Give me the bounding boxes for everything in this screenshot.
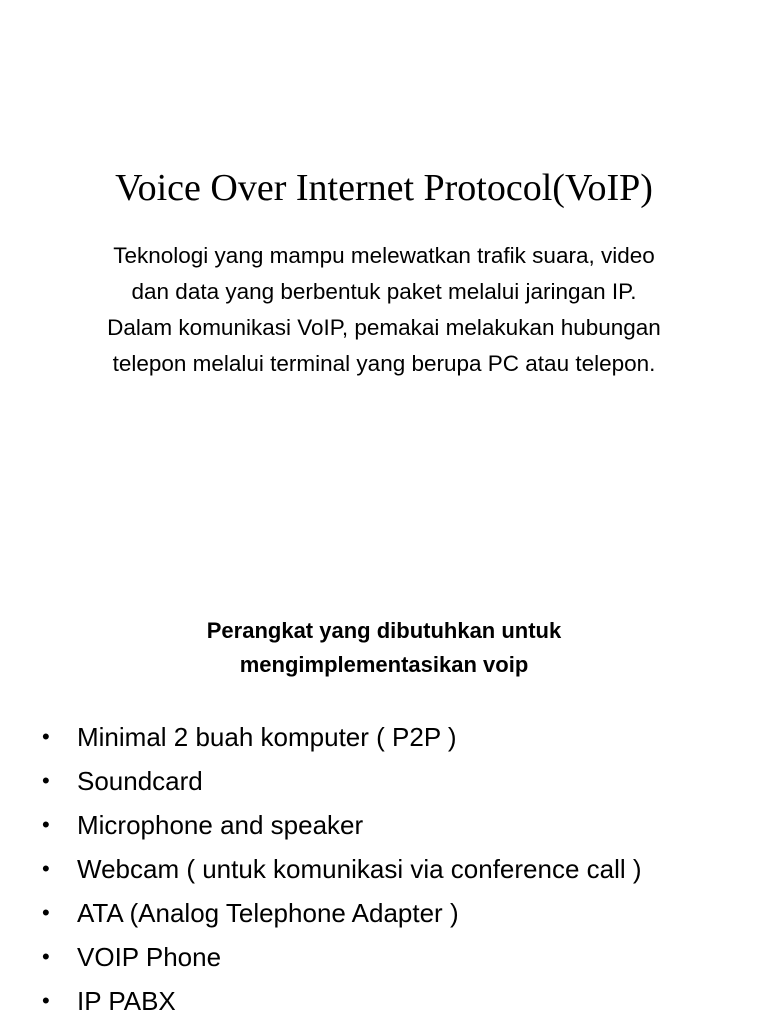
section-heading-line: Perangkat yang dibutuhkan untuk [206, 618, 562, 643]
list-item [0, 803, 768, 847]
intro-line: Dalam komunikasi VoIP, pemakai melakukan hubungan [107, 315, 661, 340]
section-heading-line: mengimplementasikan voip [239, 652, 529, 677]
list-item [0, 935, 768, 979]
list-item-label: Microphone and speaker [77, 810, 364, 840]
intro-line: Teknologi yang mampu melewatkan trafik suara, video [113, 243, 655, 268]
bullet-icon: • [42, 900, 50, 925]
bullet-icon: • [42, 944, 50, 969]
section-heading [100, 614, 668, 682]
list-item [0, 847, 768, 891]
list-item-label: VOIP Phone [77, 942, 222, 972]
bullet-icon: • [42, 768, 50, 793]
bullet-icon: • [42, 724, 50, 749]
page-title: Voice Over Internet Protocol(VoIP) [115, 167, 653, 209]
list-item [0, 715, 768, 759]
intro-line: telepon melalui terminal yang berupa PC atau telepon. [112, 351, 656, 376]
list-item-label: Minimal 2 buah komputer ( P2P ) [77, 722, 457, 752]
intro-paragraph [20, 238, 748, 382]
list-item-label: ATA (Analog Telephone Adapter ) [77, 898, 459, 928]
device-list [0, 715, 768, 1023]
list-item [0, 891, 768, 935]
bullet-icon: • [42, 812, 50, 837]
list-item-label: Soundcard [77, 766, 203, 796]
bullet-icon: • [42, 988, 50, 1013]
bullet-icon: • [42, 856, 50, 881]
list-item [0, 759, 768, 803]
list-item-label: IP PABX [77, 986, 176, 1016]
intro-line: dan data yang berbentuk paket melalui jaringan IP. [131, 279, 637, 304]
list-item [0, 979, 768, 1023]
list-item-label: Webcam ( untuk komunikasi via conference call ) [77, 854, 642, 884]
